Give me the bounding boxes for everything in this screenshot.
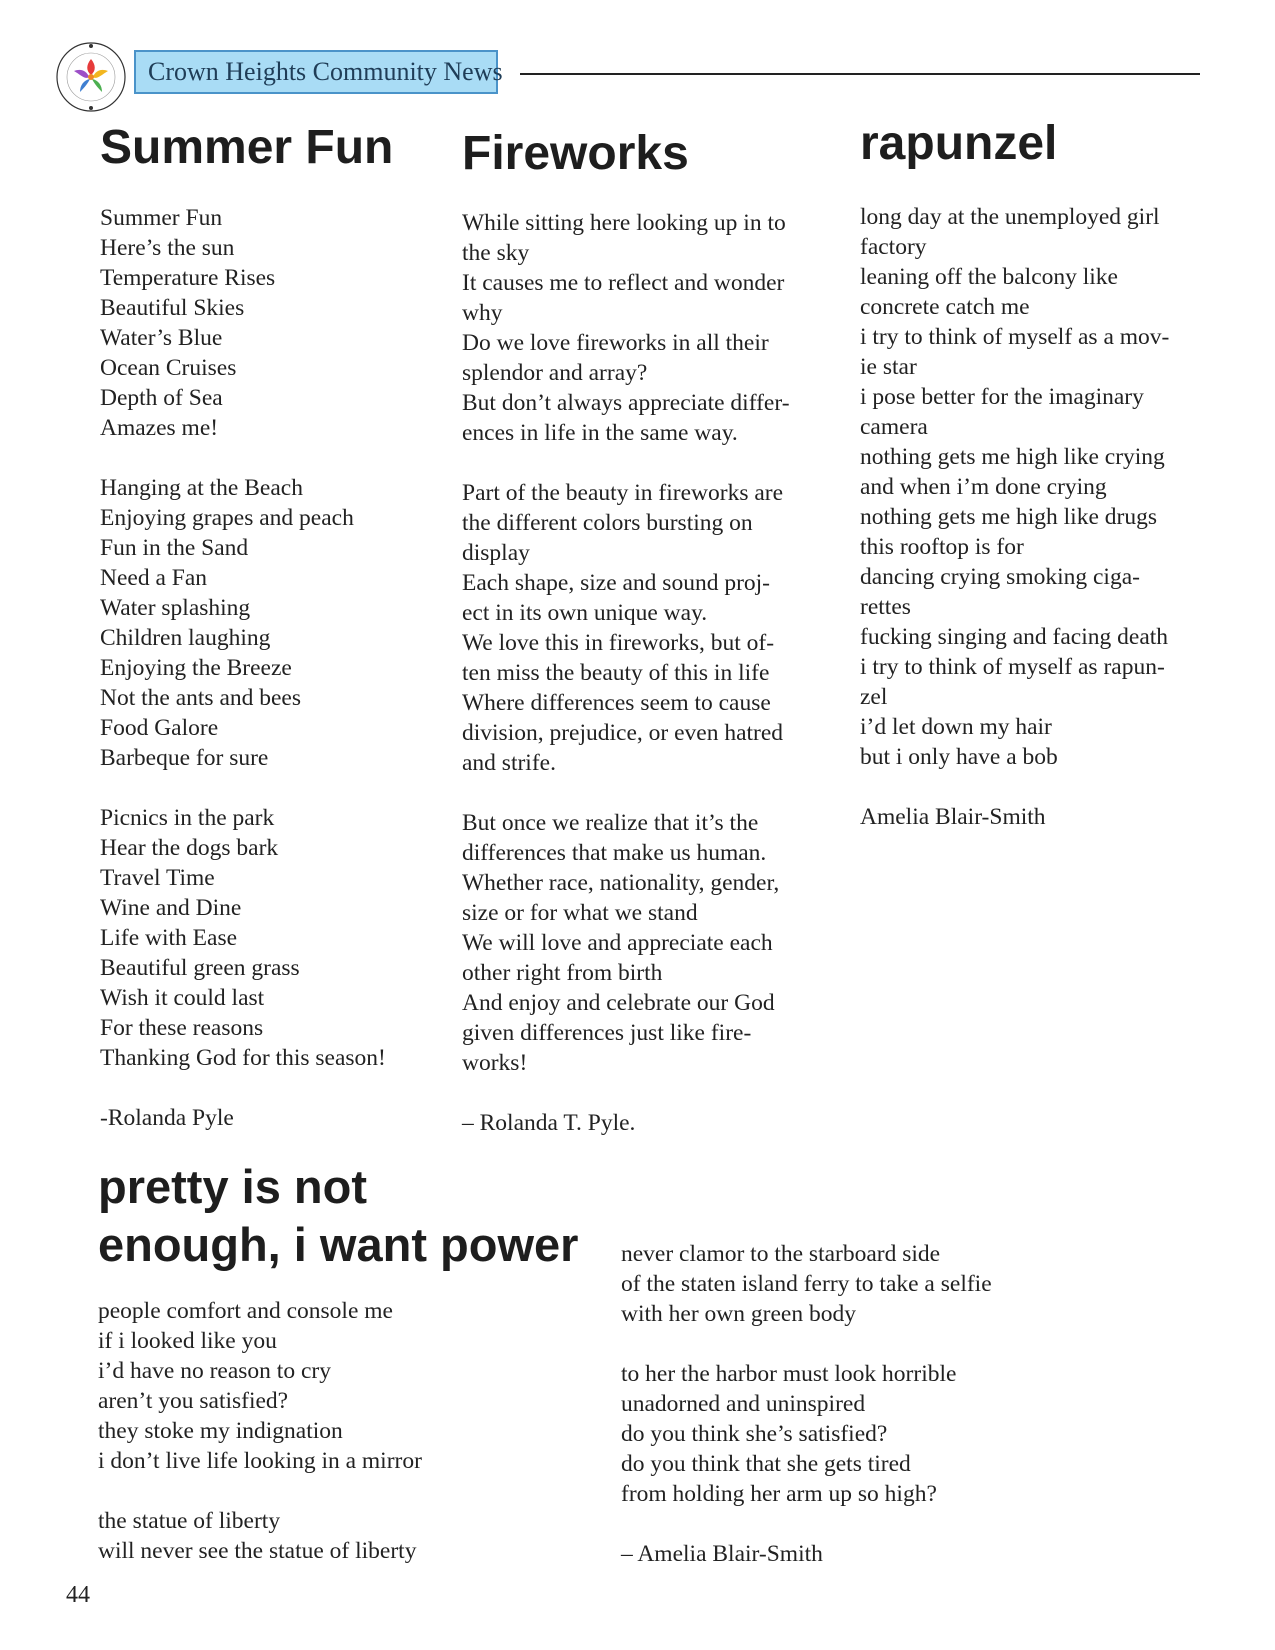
poem-line: Water splashing xyxy=(100,595,251,621)
poem-line: if i looked like you xyxy=(98,1328,277,1354)
poem-line: Enjoying grapes and peach xyxy=(100,505,354,531)
poem-line: why xyxy=(462,300,503,326)
poem-line: long day at the unemployed girl xyxy=(860,204,1160,230)
poem-line: i don’t live life looking in a mirror xyxy=(98,1448,422,1474)
poem-line: leaning off the balcony like xyxy=(860,264,1118,290)
poem-line: the statue of liberty xyxy=(98,1508,281,1534)
masthead-rule xyxy=(520,73,1200,75)
poem-line: factory xyxy=(860,234,927,260)
poem-line: ences in life in the same way. xyxy=(462,420,738,446)
poem-line: and strife. xyxy=(462,750,556,776)
poem-line: other right from birth xyxy=(462,960,663,986)
poem-line: people comfort and console me xyxy=(98,1298,393,1324)
poem-body-rapunzel xyxy=(860,202,1169,832)
poem-line: Hear the dogs bark xyxy=(100,835,279,861)
poem-line: Food Galore xyxy=(100,715,219,741)
poem-line: but i only have a bob xyxy=(860,744,1058,770)
poem-line: splendor and array? xyxy=(462,360,648,386)
poem-line: do you think that she gets tired xyxy=(621,1451,911,1477)
poem-line: never clamor to the starboard side xyxy=(621,1241,941,1267)
poem-line: display xyxy=(462,540,530,566)
poem-line: division, prejudice, or even hatred xyxy=(462,720,784,746)
poem-line: Whether race, nationality, gender, xyxy=(462,870,780,896)
poem-line: do you think she’s satisfied? xyxy=(621,1421,888,1447)
poem-line: Picnics in the park xyxy=(100,805,275,831)
poem-line: Hanging at the Beach xyxy=(100,475,303,501)
poem-line: Thanking God for this season! xyxy=(100,1045,386,1071)
poem-line: Temperature Rises xyxy=(100,265,276,291)
poem-line: And enjoy and celebrate our God xyxy=(462,990,775,1016)
stanza-break xyxy=(98,1476,422,1506)
poem-line: this rooftop is for xyxy=(860,534,1024,560)
poem-line: Here’s the sun xyxy=(100,235,235,261)
poem-line: i’d have no reason to cry xyxy=(98,1358,331,1384)
poem-line: Depth of Sea xyxy=(100,385,223,411)
publication-title: Crown Heights Community News xyxy=(134,50,498,94)
stanza-break xyxy=(621,1509,992,1539)
poem-body-fireworks xyxy=(462,208,790,1138)
poem-title-summer-fun: Summer Fun xyxy=(100,121,394,174)
stanza-break xyxy=(100,773,386,803)
poem-line: with her own green body xyxy=(621,1301,856,1327)
poem-line: differences that make us human. xyxy=(462,840,767,866)
poem-line: size or for what we stand xyxy=(462,900,698,926)
poem-line: rettes xyxy=(860,594,911,620)
poem-title-fireworks: Fireworks xyxy=(462,127,689,180)
poem-line: ie star xyxy=(860,354,917,380)
poem-line: Wine and Dine xyxy=(100,895,242,921)
poem-line: unadorned and uninspired xyxy=(621,1391,866,1417)
poem-title-rapunzel: rapunzel xyxy=(860,117,1058,170)
community-organization-logo-icon xyxy=(54,40,128,114)
poem-line: Beautiful green grass xyxy=(100,955,300,981)
poem-line: i try to think of myself as a mov- xyxy=(860,324,1170,350)
poem-line: But once we realize that it’s the xyxy=(462,810,759,836)
poem-line: Enjoying the Breeze xyxy=(100,655,292,681)
poem-line: nothing gets me high like crying xyxy=(860,444,1165,470)
poem-line: Beautiful Skies xyxy=(100,295,245,321)
poem-line: of the staten island ferry to take a selfie xyxy=(621,1271,992,1297)
poem-line: Amelia Blair-Smith xyxy=(860,804,1046,830)
poem-line: Part of the beauty in fireworks are xyxy=(462,480,784,506)
poem-body-summer-fun xyxy=(100,203,386,1133)
stanza-break xyxy=(860,772,1169,802)
stanza-break xyxy=(100,443,386,473)
poem-body-pretty-right xyxy=(621,1239,992,1569)
poem-line: to her the harbor must look horrible xyxy=(621,1361,957,1387)
poem-title-pretty-is-not-enough xyxy=(98,1158,618,1274)
poem-line: We love this in fireworks, but of- xyxy=(462,630,775,656)
poem-line: But don’t always appreciate differ- xyxy=(462,390,790,416)
poem-line: Water’s Blue xyxy=(100,325,223,351)
poem-line: dancing crying smoking ciga- xyxy=(860,564,1140,590)
poem-line: Each shape, size and sound proj- xyxy=(462,570,771,596)
poem-line: – Amelia Blair-Smith xyxy=(621,1541,823,1567)
poem-line: will never see the statue of liberty xyxy=(98,1538,417,1564)
poem-line: ten miss the beauty of this in life xyxy=(462,660,770,686)
poem-line: While sitting here looking up in to xyxy=(462,210,786,236)
stanza-break xyxy=(462,1078,790,1108)
poem-line: Travel Time xyxy=(100,865,215,891)
poem-line: i’d let down my hair xyxy=(860,714,1052,740)
poem-line: Life with Ease xyxy=(100,925,238,951)
stanza-break xyxy=(100,1073,386,1103)
poem-line: Need a Fan xyxy=(100,565,208,591)
poem-line: – Rolanda T. Pyle. xyxy=(462,1110,636,1136)
poem-line: and when i’m done crying xyxy=(860,474,1107,500)
poem-line: Children laughing xyxy=(100,625,271,651)
poem-line: Ocean Cruises xyxy=(100,355,237,381)
poem-line: fucking singing and facing death xyxy=(860,624,1169,650)
poem-line: Fun in the Sand xyxy=(100,535,249,561)
poem-line: Wish it could last xyxy=(100,985,265,1011)
stanza-break xyxy=(462,778,790,808)
title-line-2: enough, i want power xyxy=(98,1218,579,1271)
poem-line: concrete catch me xyxy=(860,294,1030,320)
poem-line: aren’t you satisfied? xyxy=(98,1388,289,1414)
poem-line: Amazes me! xyxy=(100,415,219,441)
poem-line: ect in its own unique way. xyxy=(462,600,708,626)
poem-line: zel xyxy=(860,684,888,710)
poem-line: Summer Fun xyxy=(100,205,223,231)
poem-line: Where differences seem to cause xyxy=(462,690,771,716)
poem-line: It causes me to reflect and wonder xyxy=(462,270,785,296)
poem-line: from holding her arm up so high? xyxy=(621,1481,937,1507)
poem-line: i try to think of myself as rapun- xyxy=(860,654,1165,680)
poem-line: camera xyxy=(860,414,928,440)
poem-line: works! xyxy=(462,1050,528,1076)
poem-line: given differences just like fire- xyxy=(462,1020,752,1046)
poem-line: nothing gets me high like drugs xyxy=(860,504,1157,530)
poem-line: they stoke my indignation xyxy=(98,1418,343,1444)
poem-line: Not the ants and bees xyxy=(100,685,302,711)
poem-line: the sky xyxy=(462,240,530,266)
stanza-break xyxy=(621,1329,992,1359)
poem-body-pretty-left xyxy=(98,1296,422,1566)
poem-line: i pose better for the imaginary xyxy=(860,384,1144,410)
poem-line: the different colors bursting on xyxy=(462,510,753,536)
poem-line: Do we love fireworks in all their xyxy=(462,330,769,356)
page-number: 44 xyxy=(66,1582,90,1608)
poem-line: -Rolanda Pyle xyxy=(100,1105,234,1131)
title-line-1: pretty is not xyxy=(98,1160,367,1213)
poem-line: For these reasons xyxy=(100,1015,264,1041)
poem-line: We will love and appreciate each xyxy=(462,930,773,956)
poem-line: Barbeque for sure xyxy=(100,745,269,771)
stanza-break xyxy=(462,448,790,478)
